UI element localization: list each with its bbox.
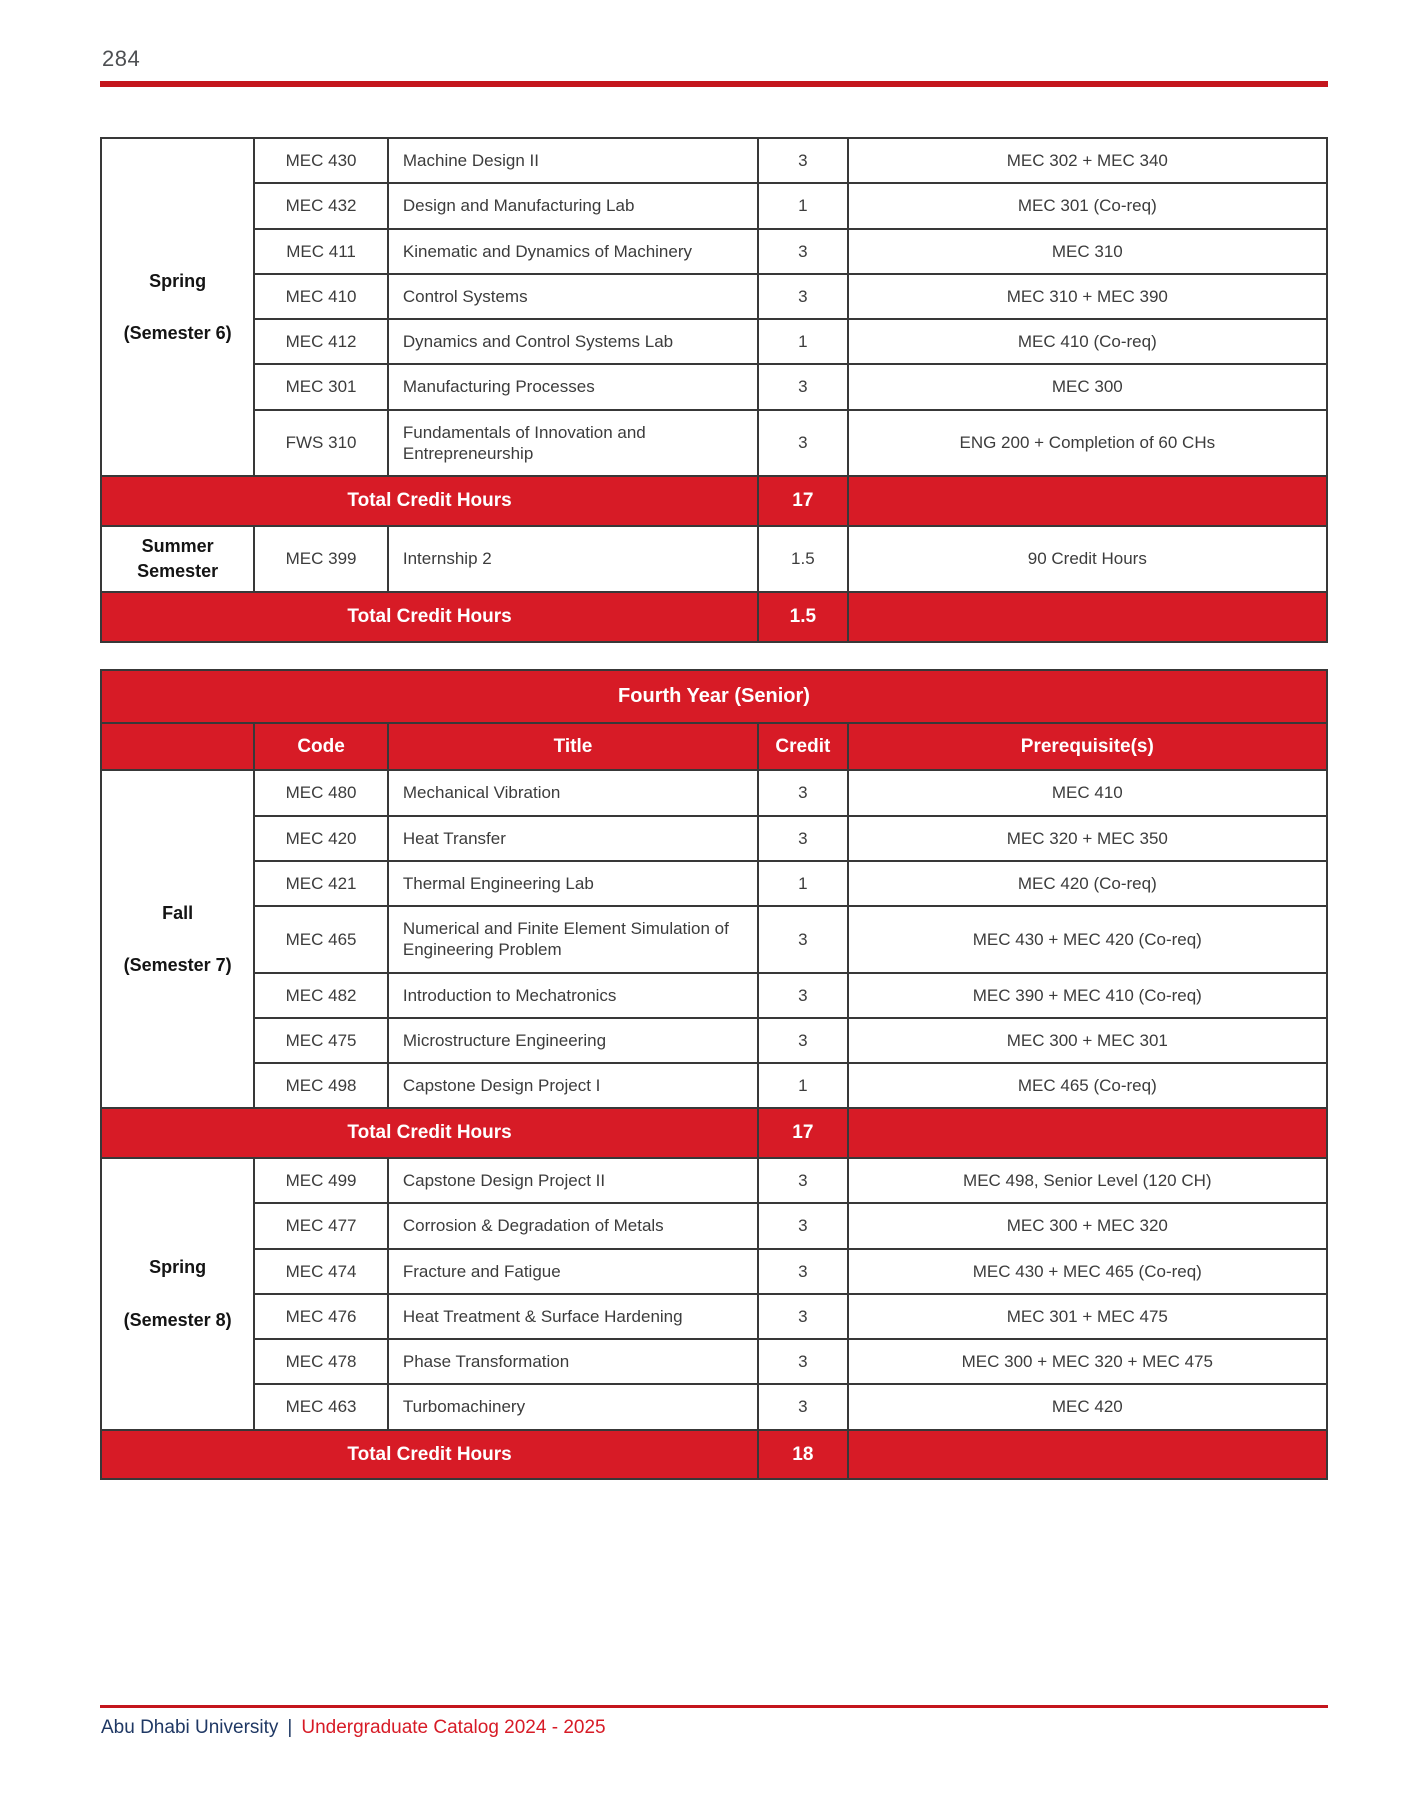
course-code: MEC 410	[254, 274, 388, 319]
course-prereq: MEC 300 + MEC 320 + MEC 475	[848, 1339, 1327, 1384]
course-prereq: MEC 302 + MEC 340	[848, 138, 1327, 183]
course-row	[101, 526, 1327, 592]
course-credit: 1	[758, 183, 847, 228]
course-credit: 3	[758, 1249, 847, 1294]
course-prereq: MEC 300 + MEC 301	[848, 1018, 1327, 1063]
course-credit: 3	[758, 410, 847, 477]
course-prereq: MEC 310 + MEC 390	[848, 274, 1327, 319]
course-row	[101, 138, 1327, 183]
course-credit: 3	[758, 770, 847, 815]
course-code: MEC 465	[254, 906, 388, 973]
course-title: Machine Design II	[388, 138, 758, 183]
course-credit: 3	[758, 1018, 847, 1063]
semester6-summer-table	[100, 137, 1328, 643]
fourth-year-table	[100, 669, 1328, 1481]
total-label: Total Credit Hours	[101, 1108, 758, 1158]
semester-number: (Semester 6)	[123, 323, 232, 343]
course-credit: 1	[758, 319, 847, 364]
course-prereq: MEC 430 + MEC 420 (Co-req)	[848, 906, 1327, 973]
course-prereq: MEC 420 (Co-req)	[848, 861, 1327, 906]
course-credit: 3	[758, 138, 847, 183]
course-code: MEC 420	[254, 816, 388, 861]
course-row	[101, 1294, 1327, 1339]
semester-number: (Semester 7)	[123, 955, 232, 976]
total-value: 1.5	[758, 592, 847, 642]
course-code: MEC 430	[254, 138, 388, 183]
course-code: MEC 463	[254, 1384, 388, 1429]
course-code: MEC 432	[254, 183, 388, 228]
footer-divider: |	[287, 1717, 293, 1738]
course-row	[101, 861, 1327, 906]
course-title: Internship 2	[388, 526, 758, 592]
course-credit: 3	[758, 1339, 847, 1384]
course-row	[101, 1384, 1327, 1429]
course-title: Dynamics and Control Systems Lab	[388, 319, 758, 364]
course-prereq: MEC 300	[848, 364, 1327, 409]
total-empty-cell	[848, 476, 1327, 526]
course-credit: 3	[758, 229, 847, 274]
total-credit-hours-row	[101, 476, 1327, 526]
course-row	[101, 1018, 1327, 1063]
course-code: MEC 399	[254, 526, 388, 592]
course-row	[101, 274, 1327, 319]
course-code: MEC 474	[254, 1249, 388, 1294]
semester-number: Semester	[137, 561, 219, 582]
footer-catalog: Undergraduate Catalog 2024 - 2025	[301, 1717, 606, 1738]
course-credit: 3	[758, 973, 847, 1018]
course-prereq: MEC 430 + MEC 465 (Co-req)	[848, 1249, 1327, 1294]
course-row	[101, 1063, 1327, 1108]
course-code: MEC 411	[254, 229, 388, 274]
year-banner: Fourth Year (Senior)	[101, 670, 1327, 723]
course-title: Control Systems	[388, 274, 758, 319]
course-row	[101, 364, 1327, 409]
total-label: Total Credit Hours	[101, 592, 758, 642]
course-row	[101, 1203, 1327, 1248]
top-red-rule	[100, 81, 1328, 87]
semester-name: Fall	[162, 902, 194, 923]
course-credit: 3	[758, 1294, 847, 1339]
total-empty-cell	[848, 1108, 1327, 1158]
course-title: Phase Transformation	[388, 1339, 758, 1384]
course-prereq: MEC 301 (Co-req)	[848, 183, 1327, 228]
course-row	[101, 1158, 1327, 1203]
course-row	[101, 816, 1327, 861]
course-prereq: 90 Credit Hours	[848, 526, 1327, 592]
course-credit: 1	[758, 861, 847, 906]
course-row	[101, 319, 1327, 364]
total-empty-cell	[848, 1430, 1327, 1480]
course-code: MEC 498	[254, 1063, 388, 1108]
course-title: Turbomachinery	[388, 1384, 758, 1429]
course-title: Fracture and Fatigue	[388, 1249, 758, 1294]
course-row	[101, 770, 1327, 815]
total-value: 17	[758, 1108, 847, 1158]
semester-number: (Semester 8)	[123, 1309, 232, 1330]
course-prereq: MEC 420	[848, 1384, 1327, 1429]
course-prereq: MEC 498, Senior Level (120 CH)	[848, 1158, 1327, 1203]
page-number: 284	[102, 46, 141, 71]
course-prereq: MEC 301 + MEC 475	[848, 1294, 1327, 1339]
course-code: MEC 476	[254, 1294, 388, 1339]
course-credit: 3	[758, 364, 847, 409]
course-title: Fundamentals of Innovation and Entrepreneurship	[388, 410, 758, 477]
course-title: Capstone Design Project II	[388, 1158, 758, 1203]
total-credit-hours-row	[101, 1108, 1327, 1158]
course-row	[101, 229, 1327, 274]
header-code: Code	[254, 723, 388, 771]
total-label: Total Credit Hours	[101, 1430, 758, 1480]
course-credit: 1.5	[758, 526, 847, 592]
course-credit: 3	[758, 1158, 847, 1203]
course-prereq: MEC 410	[848, 770, 1327, 815]
course-code: MEC 301	[254, 364, 388, 409]
course-title: Microstructure Engineering	[388, 1018, 758, 1063]
total-credit-hours-row	[101, 1430, 1327, 1480]
course-prereq: MEC 390 + MEC 410 (Co-req)	[848, 973, 1327, 1018]
course-code: MEC 477	[254, 1203, 388, 1248]
course-title: Thermal Engineering Lab	[388, 861, 758, 906]
footer-red-rule	[100, 1705, 1328, 1708]
course-code: MEC 482	[254, 973, 388, 1018]
course-code: MEC 412	[254, 319, 388, 364]
course-row	[101, 1249, 1327, 1294]
course-title: Mechanical Vibration	[388, 770, 758, 815]
semester-name: Spring	[149, 1257, 207, 1278]
semester-label-cell	[101, 1158, 254, 1430]
course-prereq: ENG 200 + Completion of 60 CHs	[848, 410, 1327, 477]
column-header-row	[101, 723, 1327, 771]
footer	[101, 1717, 606, 1739]
total-value: 17	[758, 476, 847, 526]
course-prereq: MEC 310	[848, 229, 1327, 274]
semester-label-cell	[101, 138, 254, 476]
course-row	[101, 973, 1327, 1018]
course-row	[101, 906, 1327, 973]
course-code: MEC 475	[254, 1018, 388, 1063]
course-credit: 1	[758, 1063, 847, 1108]
header-credit: Credit	[758, 723, 847, 771]
course-title: Heat Treatment & Surface Hardening	[388, 1294, 758, 1339]
course-title: Kinematic and Dynamics of Machinery	[388, 229, 758, 274]
course-title: Heat Transfer	[388, 816, 758, 861]
course-row	[101, 1339, 1327, 1384]
semester-label-cell	[101, 770, 254, 1108]
course-prereq: MEC 300 + MEC 320	[848, 1203, 1327, 1248]
course-credit: 3	[758, 816, 847, 861]
course-row	[101, 183, 1327, 228]
header-prereq: Prerequisite(s)	[848, 723, 1327, 771]
content-area	[100, 137, 1328, 1480]
course-row	[101, 410, 1327, 477]
course-credit: 3	[758, 1203, 847, 1248]
course-code: MEC 480	[254, 770, 388, 815]
course-title: Introduction to Mechatronics	[388, 973, 758, 1018]
course-code: MEC 478	[254, 1339, 388, 1384]
course-prereq: MEC 320 + MEC 350	[848, 816, 1327, 861]
header-semester-empty	[101, 723, 254, 771]
total-value: 18	[758, 1430, 847, 1480]
course-code: FWS 310	[254, 410, 388, 477]
course-code: MEC 421	[254, 861, 388, 906]
course-title: Corrosion & Degradation of Metals	[388, 1203, 758, 1248]
total-label: Total Credit Hours	[101, 476, 758, 526]
course-title: Capstone Design Project I	[388, 1063, 758, 1108]
course-prereq: MEC 465 (Co-req)	[848, 1063, 1327, 1108]
header-title: Title	[388, 723, 758, 771]
course-title: Manufacturing Processes	[388, 364, 758, 409]
semester-name: Summer	[141, 535, 214, 556]
total-credit-hours-row	[101, 592, 1327, 642]
course-credit: 3	[758, 1384, 847, 1429]
course-title: Numerical and Finite Element Simulation of Engineering Problem	[388, 906, 758, 973]
total-empty-cell	[848, 592, 1327, 642]
year-banner-row	[101, 670, 1327, 723]
course-code: MEC 499	[254, 1158, 388, 1203]
footer-university: Abu Dhabi University	[101, 1717, 279, 1738]
course-title: Design and Manufacturing Lab	[388, 183, 758, 228]
semester-label-cell	[101, 526, 254, 592]
course-credit: 3	[758, 274, 847, 319]
course-prereq: MEC 410 (Co-req)	[848, 319, 1327, 364]
course-credit: 3	[758, 906, 847, 973]
semester-name: Spring	[149, 270, 207, 291]
